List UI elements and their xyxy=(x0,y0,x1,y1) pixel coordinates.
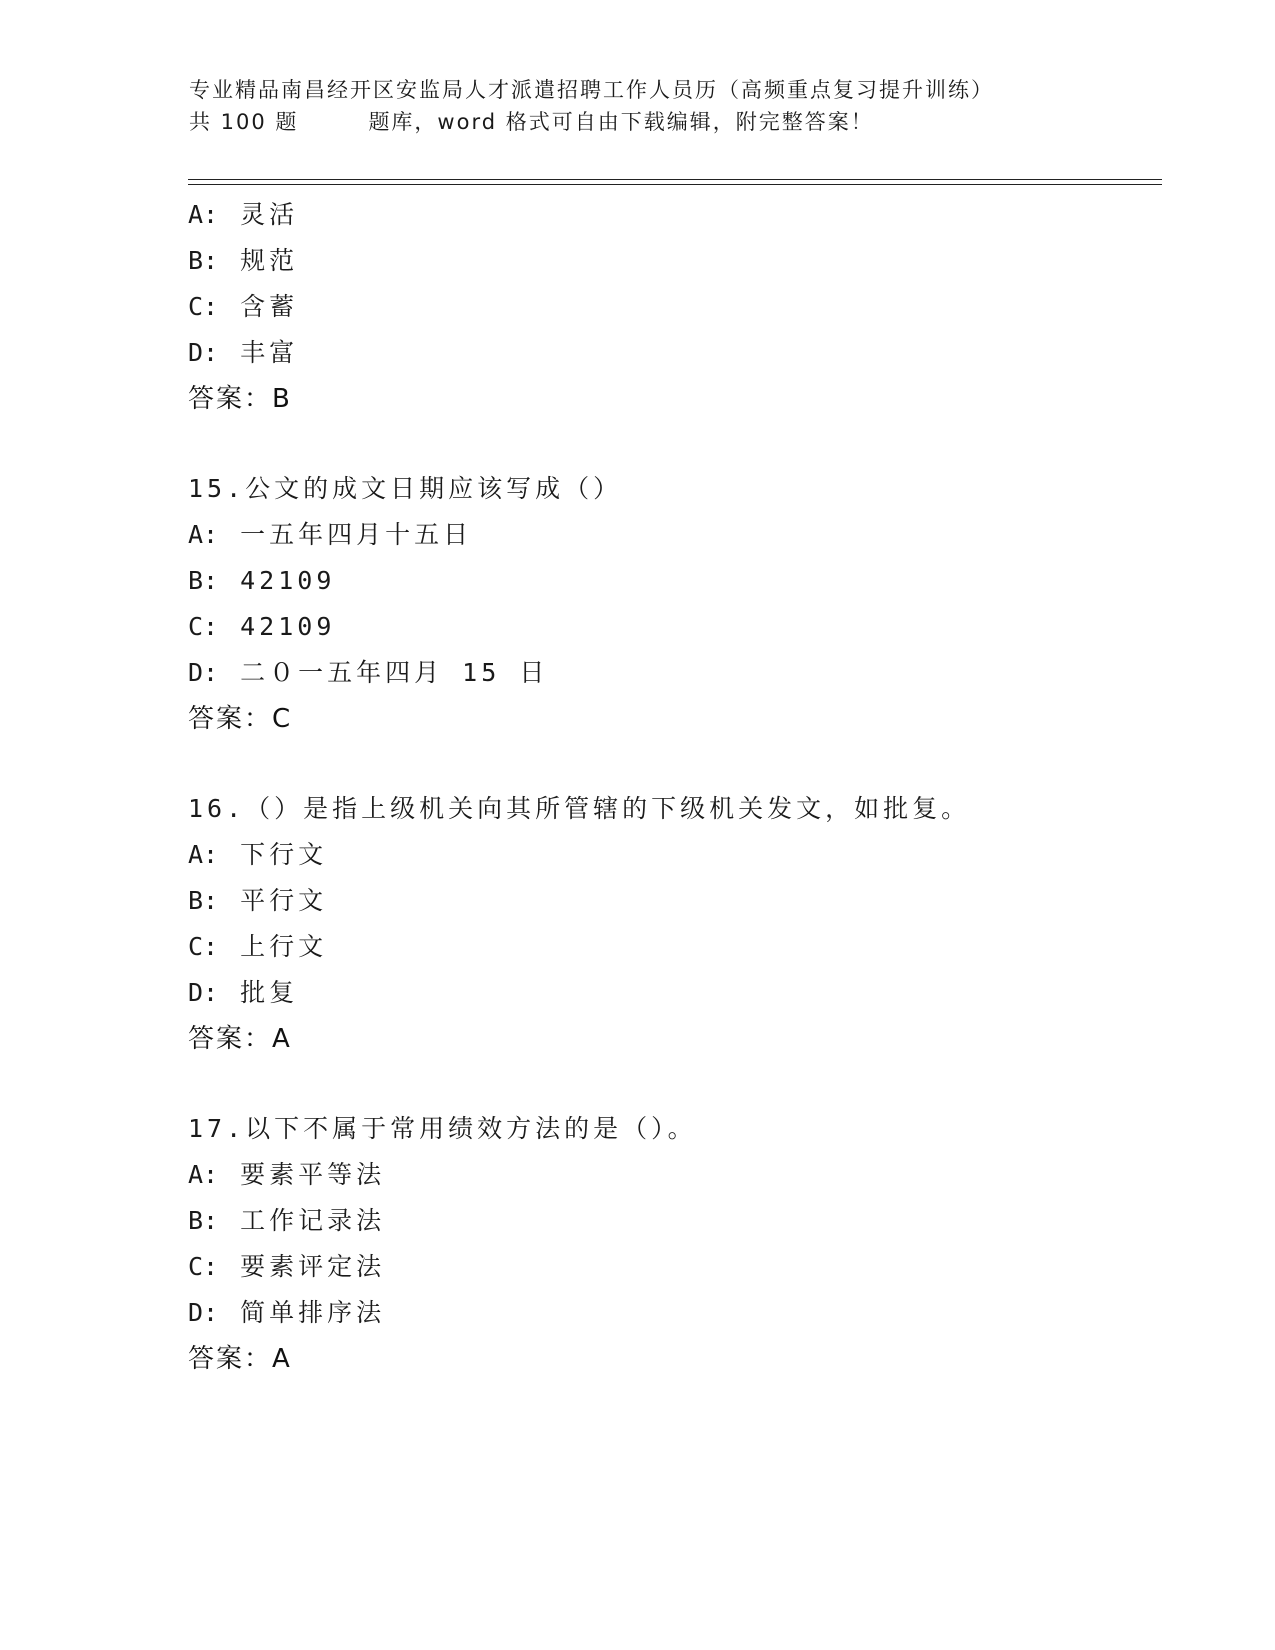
option-d: D: 丰富 xyxy=(188,338,299,367)
answer-line: 答案：B xyxy=(188,384,292,414)
header-divider-top xyxy=(188,179,1162,180)
option-d: D: 批复 xyxy=(188,978,299,1007)
question-block-16 xyxy=(188,786,1148,1062)
document-header xyxy=(189,74,1089,138)
question-stem: 17.以下不属于常用绩效方法的是（）。 xyxy=(188,1114,697,1143)
question-block-15 xyxy=(188,466,1148,742)
option-a: A: 灵活 xyxy=(188,200,299,229)
option-a: A: 一五年四月十五日 xyxy=(188,520,473,549)
header-subtitle xyxy=(189,106,1089,138)
option-c: C: 42109 xyxy=(188,612,336,641)
option-c: C: 要素评定法 xyxy=(188,1252,386,1281)
option-c: C: 上行文 xyxy=(188,932,328,961)
option-d: D: 简单排序法 xyxy=(188,1298,386,1327)
option-b: B: 平行文 xyxy=(188,886,328,915)
option-b: B: 工作记录法 xyxy=(188,1206,386,1235)
option-d: D: 二０一五年四月 15 日 xyxy=(188,658,549,687)
answer-line: 答案：C xyxy=(188,704,293,734)
question-block-17 xyxy=(188,1106,1148,1382)
question-stem: 16.（）是指上级机关向其所管辖的下级机关发文，如批复。 xyxy=(188,794,971,823)
header-title: 专业精品南昌经开区安监局人才派遣招聘工作人员历（高频重点复习提升训练） xyxy=(189,78,994,102)
option-a: A: 下行文 xyxy=(188,840,328,869)
answer-line: 答案：A xyxy=(188,1344,292,1374)
option-a: A: 要素平等法 xyxy=(188,1160,386,1189)
header-divider-bottom xyxy=(188,184,1162,185)
question-block-prev xyxy=(188,192,1148,422)
question-stem: 15.公文的成文日期应该写成（） xyxy=(188,474,623,503)
option-c: C: 含蓄 xyxy=(188,292,299,321)
answer-line: 答案：A xyxy=(188,1024,292,1054)
option-b: B: 规范 xyxy=(188,246,299,275)
question-count: 共 100 题 xyxy=(189,110,299,134)
header-description: 题库，word 格式可自由下载编辑，附完整答案！ xyxy=(368,110,874,134)
option-b: B: 42109 xyxy=(188,566,336,595)
question-list xyxy=(188,192,1148,1382)
